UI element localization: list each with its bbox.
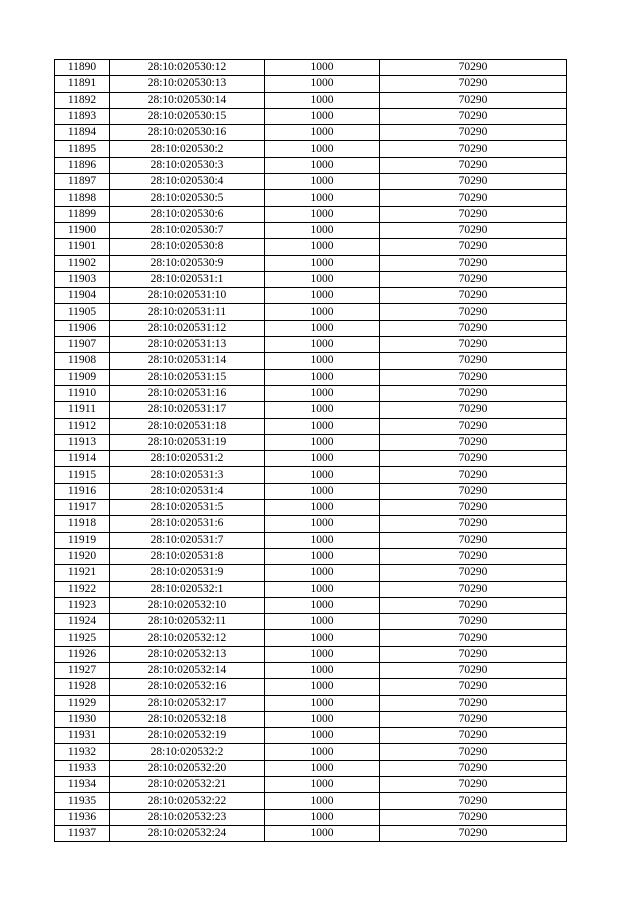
table-row — [55, 304, 567, 320]
cadastral-number-cell: 28:10:020530:12 — [110, 60, 265, 76]
value-cell: 70290 — [380, 337, 567, 353]
row-number-cell: 11899 — [55, 206, 110, 222]
table-row — [55, 646, 567, 662]
value-cell: 70290 — [380, 76, 567, 92]
table-row — [55, 630, 567, 646]
cadastral-number-cell: 28:10:020531:16 — [110, 385, 265, 401]
cadastral-number-cell: 28:10:020532:19 — [110, 728, 265, 744]
area-cell: 1000 — [265, 695, 380, 711]
cadastral-number-cell: 28:10:020530:3 — [110, 157, 265, 173]
area-cell: 1000 — [265, 711, 380, 727]
value-cell: 70290 — [380, 793, 567, 809]
value-cell: 70290 — [380, 646, 567, 662]
area-cell: 1000 — [265, 679, 380, 695]
area-cell: 1000 — [265, 777, 380, 793]
row-number-cell: 11928 — [55, 679, 110, 695]
table-row — [55, 597, 567, 613]
value-cell: 70290 — [380, 500, 567, 516]
area-cell: 1000 — [265, 483, 380, 499]
area-cell: 1000 — [265, 141, 380, 157]
value-cell: 70290 — [380, 760, 567, 776]
area-cell: 1000 — [265, 744, 380, 760]
table-row — [55, 711, 567, 727]
area-cell: 1000 — [265, 239, 380, 255]
row-number-cell: 11919 — [55, 532, 110, 548]
value-cell: 70290 — [380, 239, 567, 255]
area-cell: 1000 — [265, 174, 380, 190]
row-number-cell: 11909 — [55, 369, 110, 385]
row-number-cell: 11933 — [55, 760, 110, 776]
table-row — [55, 516, 567, 532]
value-cell: 70290 — [380, 548, 567, 564]
area-cell: 1000 — [265, 516, 380, 532]
row-number-cell: 11912 — [55, 418, 110, 434]
cadastral-number-cell: 28:10:020531:8 — [110, 548, 265, 564]
cadastral-number-cell: 28:10:020531:18 — [110, 418, 265, 434]
value-cell: 70290 — [380, 581, 567, 597]
area-cell: 1000 — [265, 337, 380, 353]
row-number-cell: 11904 — [55, 288, 110, 304]
cadastral-number-cell: 28:10:020530:9 — [110, 255, 265, 271]
area-cell: 1000 — [265, 728, 380, 744]
area-cell: 1000 — [265, 288, 380, 304]
area-cell: 1000 — [265, 760, 380, 776]
cadastral-number-cell: 28:10:020530:15 — [110, 108, 265, 124]
value-cell: 70290 — [380, 60, 567, 76]
row-number-cell: 11924 — [55, 614, 110, 630]
area-cell: 1000 — [265, 646, 380, 662]
cadastral-number-cell: 28:10:020532:17 — [110, 695, 265, 711]
value-cell: 70290 — [380, 532, 567, 548]
value-cell: 70290 — [380, 92, 567, 108]
area-cell: 1000 — [265, 614, 380, 630]
cadastral-number-cell: 28:10:020532:21 — [110, 777, 265, 793]
area-cell: 1000 — [265, 369, 380, 385]
area-cell: 1000 — [265, 630, 380, 646]
row-number-cell: 11895 — [55, 141, 110, 157]
cadastral-number-cell: 28:10:020531:5 — [110, 500, 265, 516]
table-row — [55, 483, 567, 499]
row-number-cell: 11931 — [55, 728, 110, 744]
value-cell: 70290 — [380, 614, 567, 630]
cadastral-number-cell: 28:10:020531:3 — [110, 467, 265, 483]
cadastral-number-cell: 28:10:020532:16 — [110, 679, 265, 695]
area-cell: 1000 — [265, 304, 380, 320]
row-number-cell: 11914 — [55, 451, 110, 467]
row-number-cell: 11908 — [55, 353, 110, 369]
table-row — [55, 777, 567, 793]
value-cell: 70290 — [380, 825, 567, 841]
area-cell: 1000 — [265, 467, 380, 483]
table-row — [55, 190, 567, 206]
row-number-cell: 11890 — [55, 60, 110, 76]
area-cell: 1000 — [265, 320, 380, 336]
table-row — [55, 744, 567, 760]
row-number-cell: 11903 — [55, 271, 110, 287]
value-cell: 70290 — [380, 190, 567, 206]
cadastral-number-cell: 28:10:020530:8 — [110, 239, 265, 255]
area-cell: 1000 — [265, 532, 380, 548]
table-row — [55, 60, 567, 76]
table-row — [55, 793, 567, 809]
row-number-cell: 11918 — [55, 516, 110, 532]
row-number-cell: 11892 — [55, 92, 110, 108]
area-cell: 1000 — [265, 76, 380, 92]
area-cell: 1000 — [265, 793, 380, 809]
table-row — [55, 369, 567, 385]
table-row — [55, 353, 567, 369]
value-cell: 70290 — [380, 516, 567, 532]
value-cell: 70290 — [380, 288, 567, 304]
row-number-cell: 11937 — [55, 825, 110, 841]
row-number-cell: 11913 — [55, 434, 110, 450]
table-row — [55, 662, 567, 678]
area-cell: 1000 — [265, 157, 380, 173]
value-cell: 70290 — [380, 255, 567, 271]
data-table — [54, 59, 567, 842]
value-cell: 70290 — [380, 451, 567, 467]
row-number-cell: 11898 — [55, 190, 110, 206]
row-number-cell: 11922 — [55, 581, 110, 597]
area-cell: 1000 — [265, 190, 380, 206]
row-number-cell: 11923 — [55, 597, 110, 613]
table-row — [55, 728, 567, 744]
table-row — [55, 614, 567, 630]
table-row — [55, 402, 567, 418]
value-cell: 70290 — [380, 222, 567, 238]
row-number-cell: 11893 — [55, 108, 110, 124]
cadastral-number-cell: 28:10:020532:23 — [110, 809, 265, 825]
row-number-cell: 11917 — [55, 500, 110, 516]
row-number-cell: 11921 — [55, 565, 110, 581]
value-cell: 70290 — [380, 320, 567, 336]
area-cell: 1000 — [265, 825, 380, 841]
cadastral-number-cell: 28:10:020530:7 — [110, 222, 265, 238]
row-number-cell: 11891 — [55, 76, 110, 92]
area-cell: 1000 — [265, 809, 380, 825]
row-number-cell: 11935 — [55, 793, 110, 809]
value-cell: 70290 — [380, 744, 567, 760]
cadastral-number-cell: 28:10:020531:6 — [110, 516, 265, 532]
cadastral-number-cell: 28:10:020531:2 — [110, 451, 265, 467]
area-cell: 1000 — [265, 222, 380, 238]
area-cell: 1000 — [265, 451, 380, 467]
table-row — [55, 255, 567, 271]
cadastral-number-cell: 28:10:020530:5 — [110, 190, 265, 206]
cadastral-number-cell: 28:10:020531:11 — [110, 304, 265, 320]
value-cell: 70290 — [380, 108, 567, 124]
row-number-cell: 11927 — [55, 662, 110, 678]
row-number-cell: 11925 — [55, 630, 110, 646]
cadastral-number-cell: 28:10:020531:1 — [110, 271, 265, 287]
table-row — [55, 76, 567, 92]
row-number-cell: 11915 — [55, 467, 110, 483]
cadastral-number-cell: 28:10:020531:12 — [110, 320, 265, 336]
area-cell: 1000 — [265, 402, 380, 418]
row-number-cell: 11934 — [55, 777, 110, 793]
value-cell: 70290 — [380, 206, 567, 222]
cadastral-number-cell: 28:10:020532:12 — [110, 630, 265, 646]
table-row — [55, 239, 567, 255]
row-number-cell: 11902 — [55, 255, 110, 271]
area-cell: 1000 — [265, 255, 380, 271]
table-row — [55, 288, 567, 304]
table-row — [55, 467, 567, 483]
table-row — [55, 500, 567, 516]
table-row — [55, 337, 567, 353]
value-cell: 70290 — [380, 777, 567, 793]
row-number-cell: 11932 — [55, 744, 110, 760]
cadastral-number-cell: 28:10:020531:13 — [110, 337, 265, 353]
value-cell: 70290 — [380, 385, 567, 401]
table-row — [55, 320, 567, 336]
value-cell: 70290 — [380, 630, 567, 646]
table-row — [55, 125, 567, 141]
area-cell: 1000 — [265, 60, 380, 76]
value-cell: 70290 — [380, 402, 567, 418]
row-number-cell: 11900 — [55, 222, 110, 238]
value-cell: 70290 — [380, 157, 567, 173]
row-number-cell: 11897 — [55, 174, 110, 190]
table-body — [55, 60, 567, 842]
value-cell: 70290 — [380, 434, 567, 450]
value-cell: 70290 — [380, 711, 567, 727]
table-row — [55, 271, 567, 287]
value-cell: 70290 — [380, 174, 567, 190]
cadastral-number-cell: 28:10:020532:10 — [110, 597, 265, 613]
cadastral-number-cell: 28:10:020530:13 — [110, 76, 265, 92]
table-row — [55, 92, 567, 108]
cadastral-number-cell: 28:10:020532:1 — [110, 581, 265, 597]
cadastral-number-cell: 28:10:020532:20 — [110, 760, 265, 776]
value-cell: 70290 — [380, 467, 567, 483]
cadastral-number-cell: 28:10:020532:24 — [110, 825, 265, 841]
value-cell: 70290 — [380, 369, 567, 385]
cadastral-number-cell: 28:10:020532:14 — [110, 662, 265, 678]
cadastral-number-cell: 28:10:020530:4 — [110, 174, 265, 190]
row-number-cell: 11901 — [55, 239, 110, 255]
area-cell: 1000 — [265, 271, 380, 287]
value-cell: 70290 — [380, 662, 567, 678]
row-number-cell: 11896 — [55, 157, 110, 173]
area-cell: 1000 — [265, 597, 380, 613]
cadastral-number-cell: 28:10:020531:19 — [110, 434, 265, 450]
cadastral-number-cell: 28:10:020530:16 — [110, 125, 265, 141]
area-cell: 1000 — [265, 206, 380, 222]
table-row — [55, 141, 567, 157]
value-cell: 70290 — [380, 304, 567, 320]
cadastral-number-cell: 28:10:020531:9 — [110, 565, 265, 581]
row-number-cell: 11906 — [55, 320, 110, 336]
table-row — [55, 222, 567, 238]
cadastral-number-cell: 28:10:020532:11 — [110, 614, 265, 630]
row-number-cell: 11894 — [55, 125, 110, 141]
area-cell: 1000 — [265, 548, 380, 564]
value-cell: 70290 — [380, 271, 567, 287]
cadastral-number-cell: 28:10:020531:10 — [110, 288, 265, 304]
table-row — [55, 206, 567, 222]
row-number-cell: 11926 — [55, 646, 110, 662]
area-cell: 1000 — [265, 418, 380, 434]
cadastral-number-cell: 28:10:020532:18 — [110, 711, 265, 727]
table-row — [55, 760, 567, 776]
cadastral-number-cell: 28:10:020532:22 — [110, 793, 265, 809]
value-cell: 70290 — [380, 809, 567, 825]
area-cell: 1000 — [265, 662, 380, 678]
value-cell: 70290 — [380, 565, 567, 581]
table-row — [55, 548, 567, 564]
table-row — [55, 809, 567, 825]
area-cell: 1000 — [265, 500, 380, 516]
row-number-cell: 11936 — [55, 809, 110, 825]
table-row — [55, 695, 567, 711]
area-cell: 1000 — [265, 92, 380, 108]
table-row — [55, 434, 567, 450]
value-cell: 70290 — [380, 728, 567, 744]
cadastral-number-cell: 28:10:020532:13 — [110, 646, 265, 662]
cadastral-number-cell: 28:10:020530:14 — [110, 92, 265, 108]
area-cell: 1000 — [265, 565, 380, 581]
table-row — [55, 581, 567, 597]
cadastral-number-cell: 28:10:020530:2 — [110, 141, 265, 157]
area-cell: 1000 — [265, 434, 380, 450]
row-number-cell: 11910 — [55, 385, 110, 401]
value-cell: 70290 — [380, 125, 567, 141]
table-row — [55, 451, 567, 467]
cadastral-number-cell: 28:10:020531:7 — [110, 532, 265, 548]
cadastral-number-cell: 28:10:020531:17 — [110, 402, 265, 418]
table-row — [55, 385, 567, 401]
area-cell: 1000 — [265, 108, 380, 124]
value-cell: 70290 — [380, 679, 567, 695]
row-number-cell: 11905 — [55, 304, 110, 320]
cadastral-number-cell: 28:10:020531:4 — [110, 483, 265, 499]
row-number-cell: 11911 — [55, 402, 110, 418]
value-cell: 70290 — [380, 418, 567, 434]
row-number-cell: 11920 — [55, 548, 110, 564]
row-number-cell: 11916 — [55, 483, 110, 499]
area-cell: 1000 — [265, 125, 380, 141]
area-cell: 1000 — [265, 353, 380, 369]
cadastral-number-cell: 28:10:020532:2 — [110, 744, 265, 760]
row-number-cell: 11930 — [55, 711, 110, 727]
value-cell: 70290 — [380, 353, 567, 369]
value-cell: 70290 — [380, 483, 567, 499]
table-row — [55, 418, 567, 434]
row-number-cell: 11929 — [55, 695, 110, 711]
table-row — [55, 108, 567, 124]
cadastral-number-cell: 28:10:020531:15 — [110, 369, 265, 385]
table-row — [55, 532, 567, 548]
table-row — [55, 825, 567, 841]
value-cell: 70290 — [380, 597, 567, 613]
table-row — [55, 174, 567, 190]
value-cell: 70290 — [380, 695, 567, 711]
value-cell: 70290 — [380, 141, 567, 157]
area-cell: 1000 — [265, 385, 380, 401]
cadastral-number-cell: 28:10:020531:14 — [110, 353, 265, 369]
cadastral-number-cell: 28:10:020530:6 — [110, 206, 265, 222]
area-cell: 1000 — [265, 581, 380, 597]
table-row — [55, 565, 567, 581]
table-row — [55, 157, 567, 173]
table-row — [55, 679, 567, 695]
row-number-cell: 11907 — [55, 337, 110, 353]
